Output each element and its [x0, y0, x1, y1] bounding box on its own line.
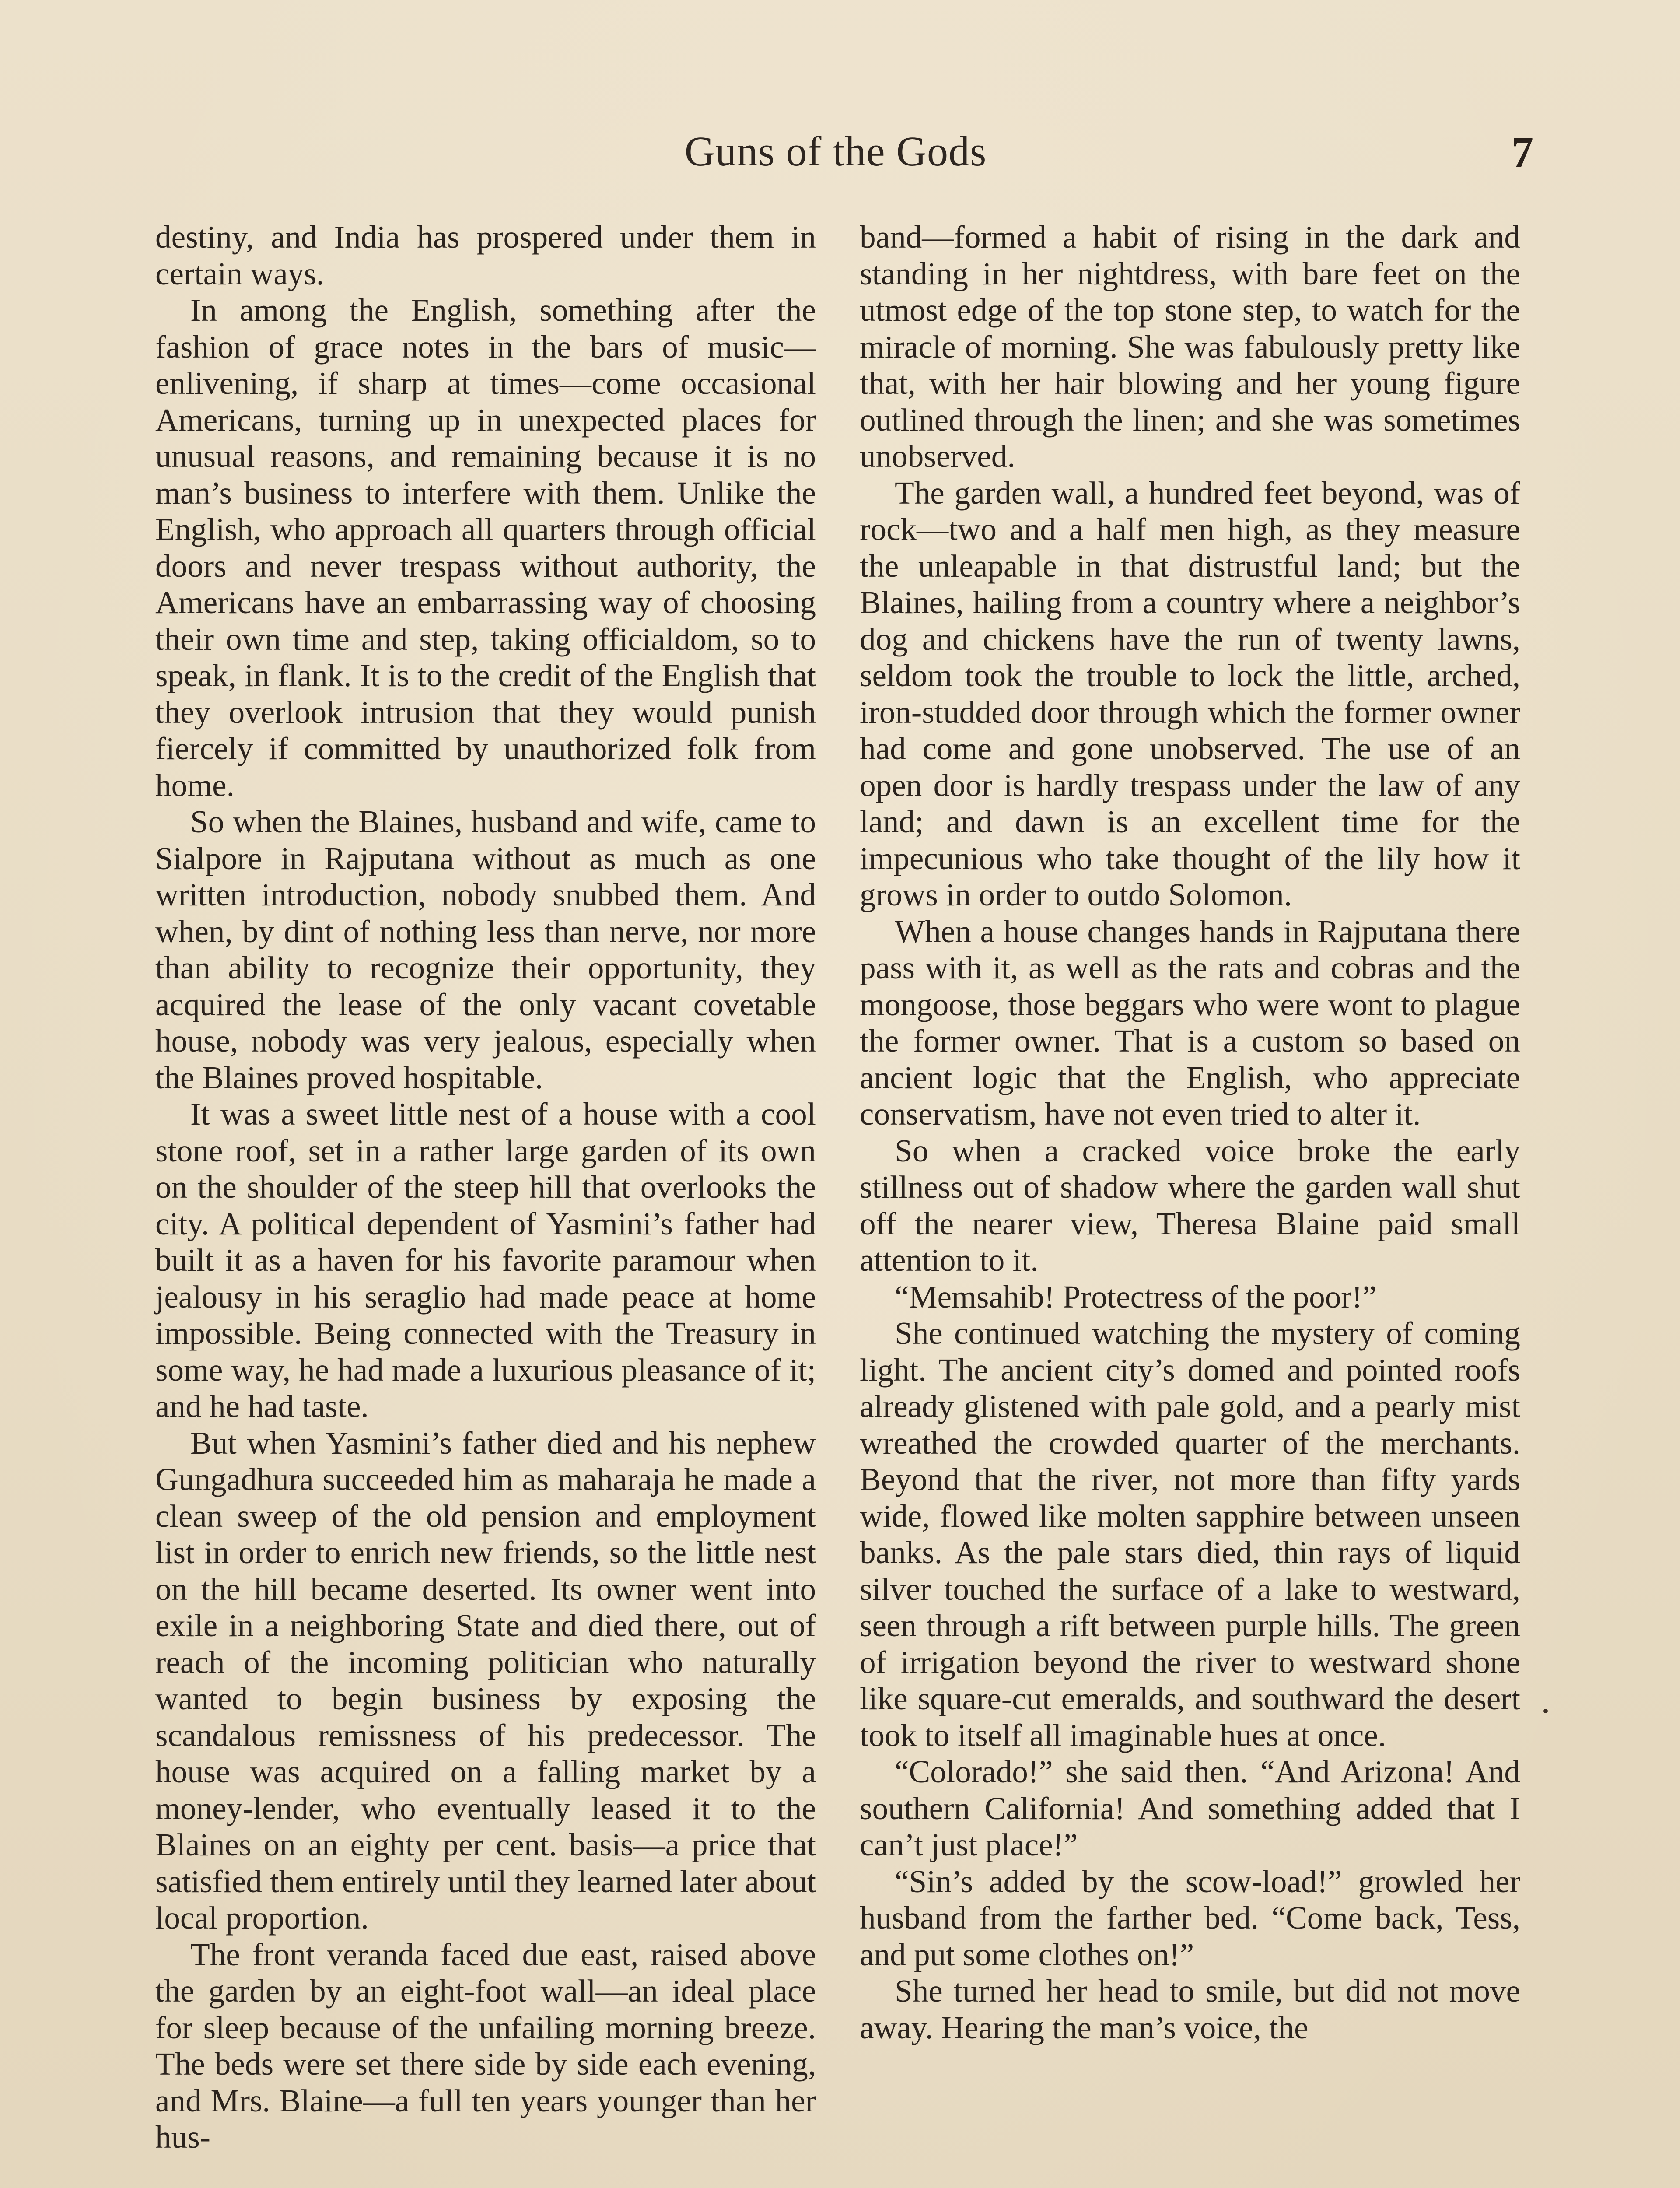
paragraph: destiny, and India has prospered under them in certain ways. [155, 219, 816, 291]
paragraph: When a house changes hands in Rajputana there pass with it, as well as the rats and cobras and the mongoose, those beggars who were wont to plague the former owner. That is a custom so based on ancient logic that the English, who appreciate conservatism, have not even tried to alter it. [860, 913, 1520, 1132]
paragraph: So when a cracked voice broke the early stillness out of shadow where the garden wall shut off the nearer view, Theresa Blaine paid small attention to it. [860, 1133, 1520, 1278]
paragraph: “Colorado!” she said then. “And Arizona! And southern California! And something added that I can’t just place!” [860, 1754, 1520, 1862]
paragraph: She turned her head to smile, but did not move away. Hearing the man’s voice, the [860, 1973, 1520, 2045]
paragraph: But when Yasmini’s father died and his nephew Gungadhura succeeded him as maharaja he made a clean sweep of the old pension and employment list in order to enrich new friends, so the little nest on the hill became deserted. Its owner went into exile in a neighboring State and died there, out of reach of the incoming politician who naturally wanted to begin business by exposing the scandalous remissness of his predecessor. The house was acquired on a falling market by a money-lender, who eventually leased it to the Blaines on an eighty per cent. basis—a price that satisfied them entirely until they learned later about local proportion. [155, 1425, 816, 1936]
paragraph: The front veranda faced due east, raised above the garden by an eight-foot wall—an ideal place for sleep because of the unfailing morning breeze. The beds were set there side by side each evening, and Mrs. Blaine—a full ten years younger than her hus- [155, 1936, 816, 2155]
paragraph: In among the English, something after the fashion of grace notes in the bars of music—enlivening, if sharp at times—come occasional Americans, turning up in unexpected places for unusual reasons, and remaining because it is no man’s business to interfere with them. Unlike the English, who approach all quarters through official doors and never trespass without authority, the Americans have an embarrassing way of choosing their own time and step, taking officialdom, so to speak, in flank. It is to the credit of the English that they overlook intrusion that they would punish fiercely if committed by unauthorized folk from home. [155, 292, 816, 803]
paragraph: The garden wall, a hundred feet beyond, was of rock—two and a half men high, as they measure the unleapable in that distrustful land; but the Blaines, hailing from a country where a neighbor’s dog and chickens have the run of twenty lawns, seldom took the trouble to lock the little, arched, iron-studded door through which the former owner had come and gone unobserved. The use of an open door is hardly trespass under the law of any land; and dawn is an excellent time for the impecunious who take thought of the lily how it grows in order to outdo Solomon. [860, 475, 1520, 912]
paragraph: “Memsahib! Protectress of the poor!” [895, 1279, 1377, 1315]
left-column [155, 219, 816, 2156]
right-column [860, 219, 1520, 2046]
paper-speck [1544, 1709, 1548, 1713]
page-number: 7 [1512, 128, 1533, 176]
paragraph: band—formed a habit of rising in the dark and standing in her nightdress, with bare feet on the utmost edge of the top stone step, to watch for the miracle of morning. She was fabulously pretty like that, with her hair blowing and her young figure outlined through the linen; and she was sometimes unobserved. [860, 219, 1520, 474]
paragraph: So when the Blaines, husband and wife, came to Sialpore in Rajputana without as much as one written introduction, nobody snubbed them. And when, by dint of nothing less than nerve, nor more than ability to recognize their opportunity, they acquired the lease of the only vacant covetable house, nobody was very jealous, especially when the Blaines proved hospitable. [155, 804, 816, 1095]
paragraph: “Sin’s added by the scow-load!” growled her husband from the farther bed. “Come back, Tess, and put some clothes on!” [860, 1863, 1520, 1972]
paragraph: It was a sweet little nest of a house with a cool stone roof, set in a rather large garden of its own on the shoulder of the steep hill that overlooks the city. A political dependent of Yasmini’s father had built it as a haven for his favorite paramour when jealousy in his seraglio had made peace at home impossible. Being connected with the Treasury in some way, he had made a luxurious pleasance of it; and he had taste. [155, 1096, 816, 1424]
running-title: Guns of the Gods [684, 128, 987, 175]
paragraph: She continued watching the mystery of coming light. The ancient city’s domed and pointed roofs already glistened with pale gold, and a pearly mist wreathed the crowded quarter of the merchants. Beyond that the river, not more than fifty yards wide, flowed like molten sapphire between unseen banks. As the pale stars died, thin rays of liquid silver touched the surface of a lake to westward, seen through a rift between purple hills. The green of irrigation beyond the river to westward shone like square-cut emeralds, and southward the desert took to itself all imaginable hues at once. [860, 1315, 1520, 1753]
